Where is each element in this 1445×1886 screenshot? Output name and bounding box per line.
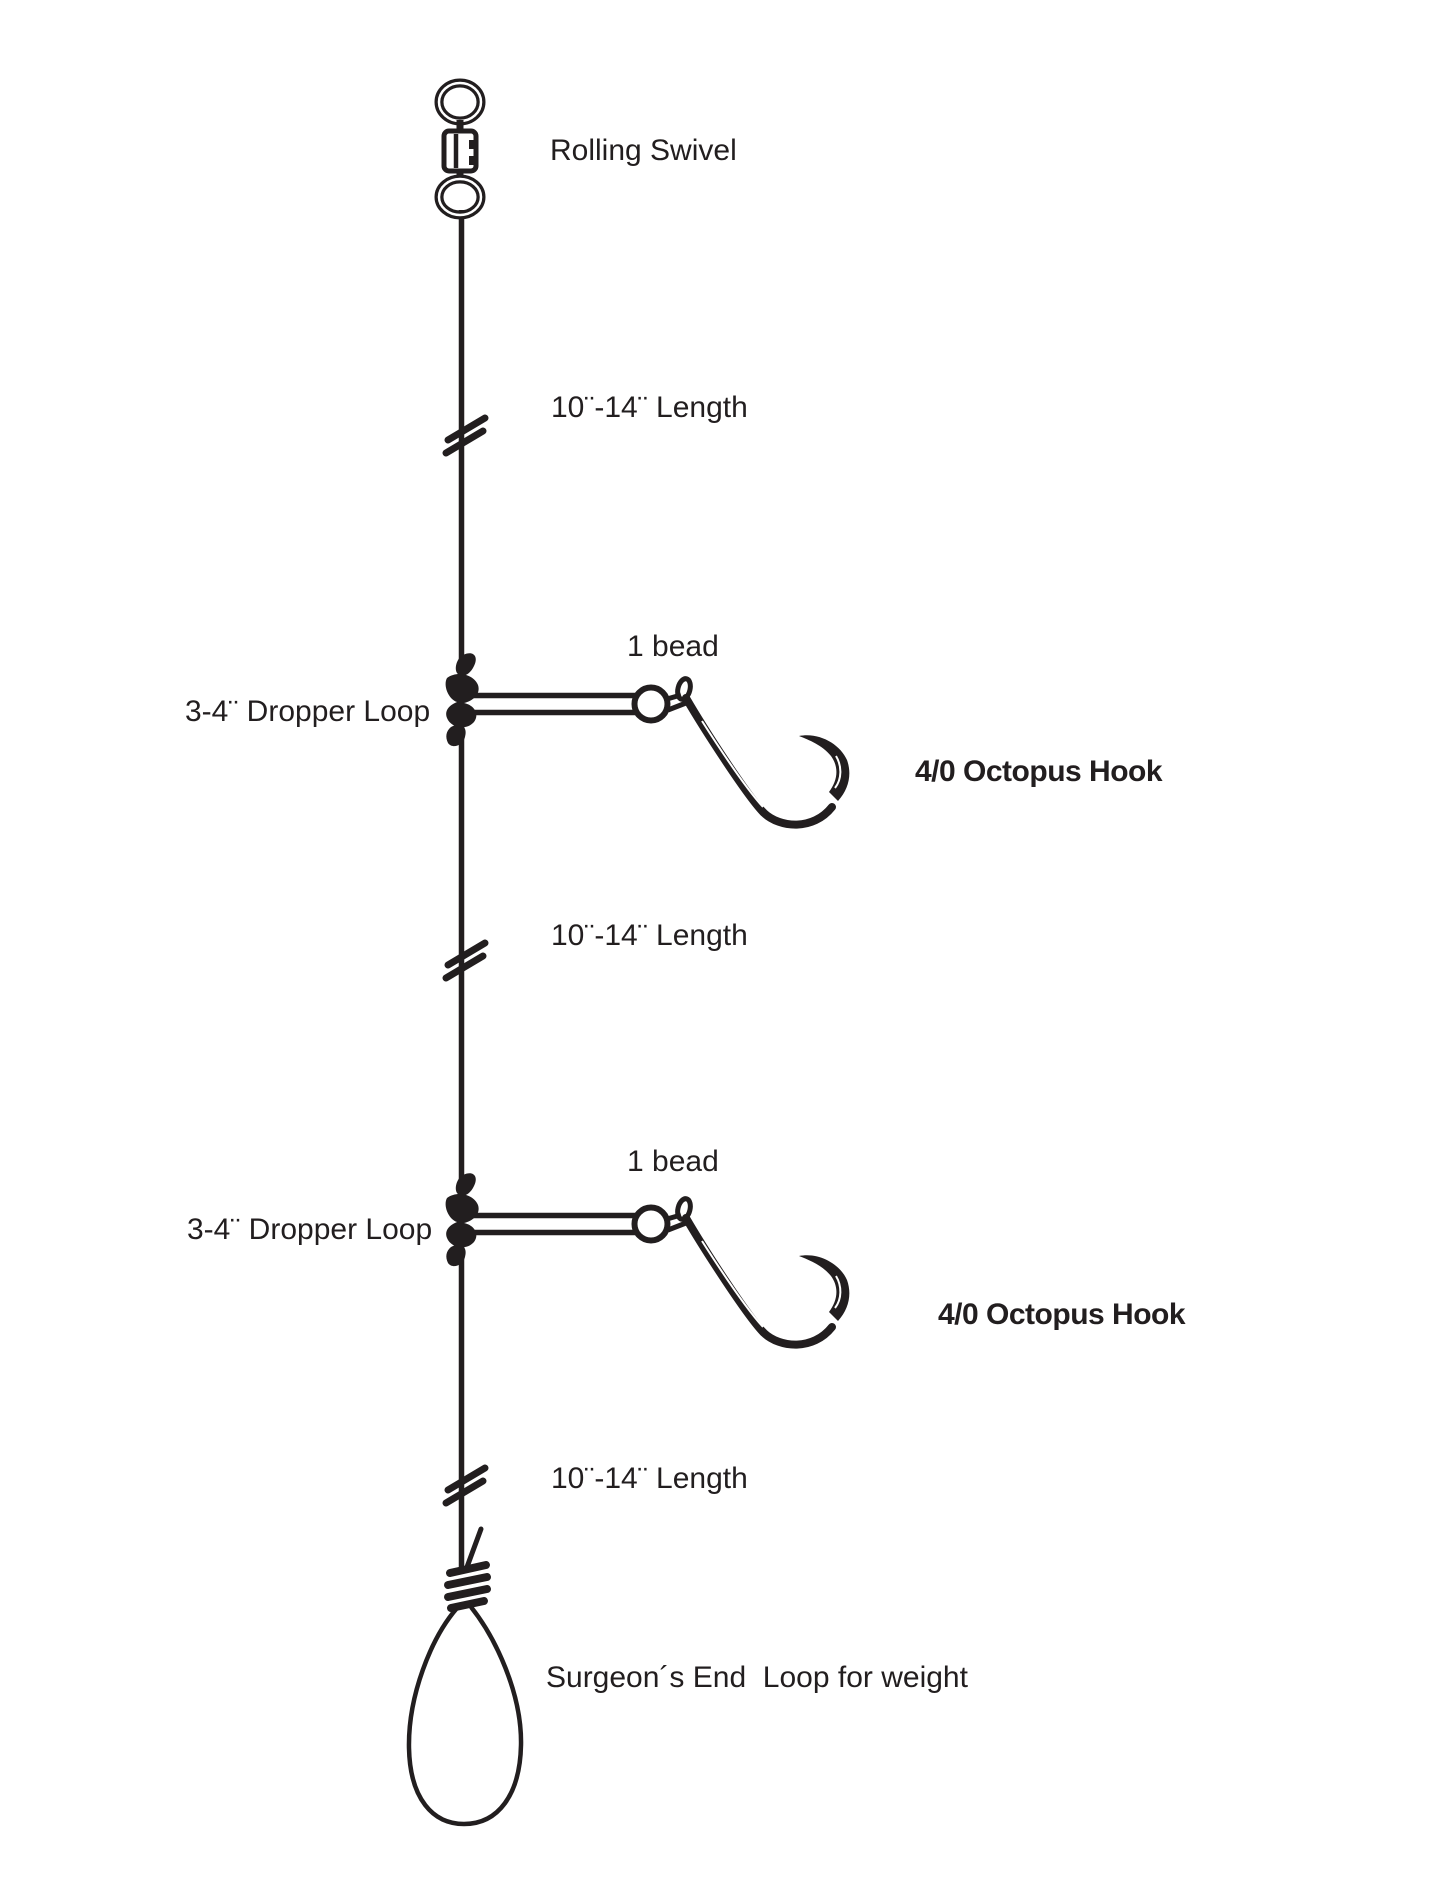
surgeon-knot-icon (448, 1529, 487, 1608)
rolling-swivel-icon (439, 83, 481, 215)
dropper-label-1: 3-4¨ Dropper Loop (185, 695, 431, 728)
dropper-label-2: 3-4¨ Dropper Loop (187, 1213, 433, 1246)
bead-label-1: 1 bead (627, 630, 719, 663)
hook-label-1: 4/0 Octopus Hook (915, 755, 1163, 788)
line-break-icon (446, 418, 485, 453)
bead-label-2: 1 bead (627, 1145, 719, 1178)
swivel-label: Rolling Swivel (550, 134, 737, 167)
dropper-hook-assembly-1 (446, 653, 850, 824)
end-loop-label: Surgeon´s End Loop for weight (546, 1661, 968, 1694)
length-label-top: 10¨-14¨ Length (551, 391, 748, 424)
length-label-mid: 10¨-14¨ Length (551, 919, 748, 952)
line-break-icon (446, 1468, 485, 1503)
weight-loop-icon (409, 1607, 521, 1824)
line-break-icon (446, 943, 485, 978)
dropper-hook-assembly-2 (446, 1173, 850, 1344)
length-label-bottom: 10¨-14¨ Length (551, 1462, 748, 1495)
hook-label-2: 4/0 Octopus Hook (938, 1298, 1186, 1331)
